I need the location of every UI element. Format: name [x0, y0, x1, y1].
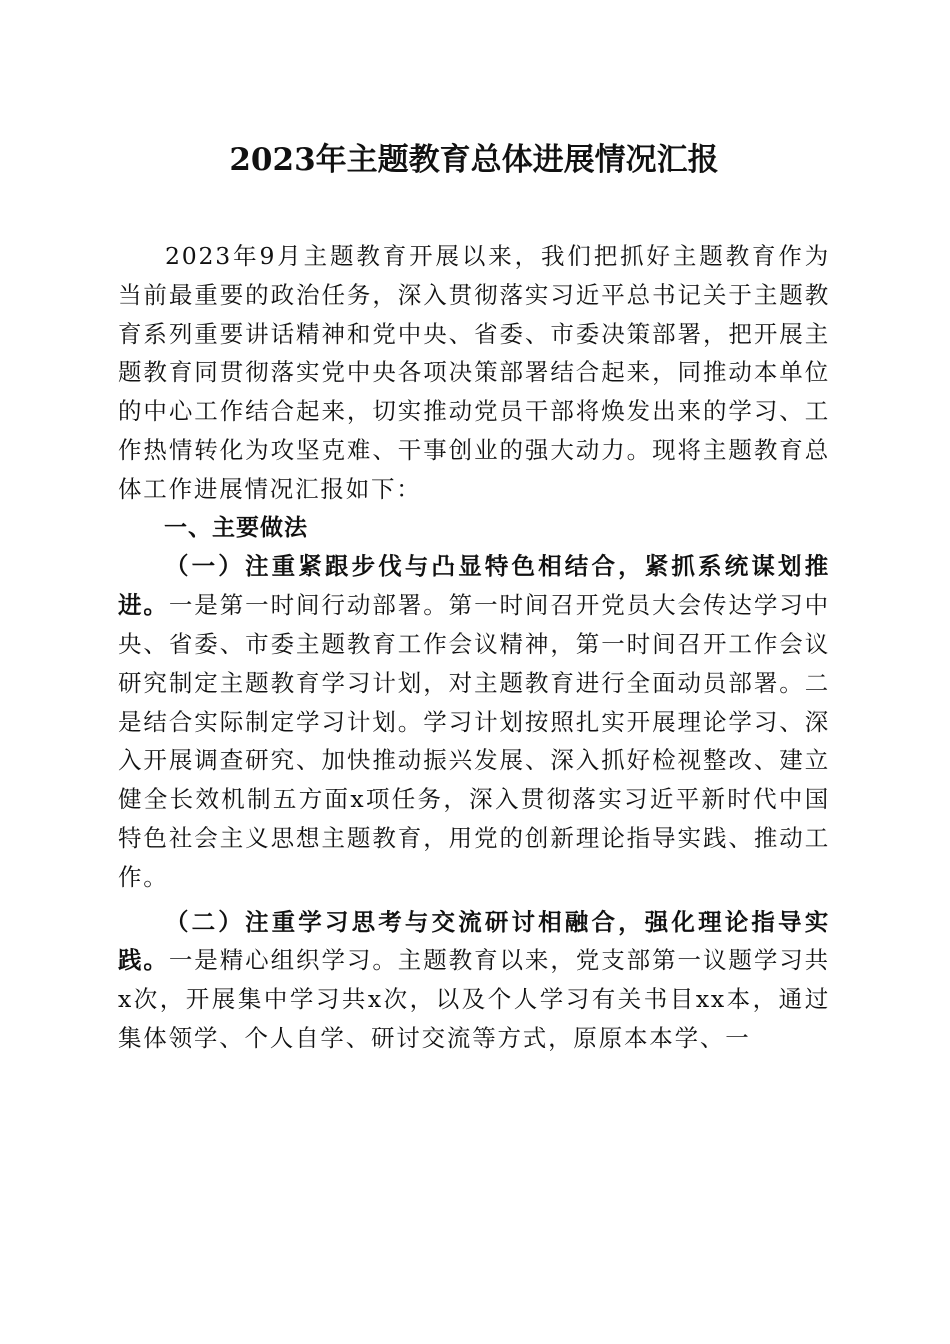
item-body-1: 一是第一时间行动部署。第一时间召开党员大会传达学习中央、省委、市委主题教育工作会议精神，第一时间召开工作会议研究制定主题教育学习计划，对主题教育进行全面动员部署。二是结合实际制定学习计划。学习计划按照扎实开展理论学习、深入开展调查研究、加快推动振兴发展、深入抓好检视整改、建立健全长效机制五方面x项任务，深入贯彻落实习近平新时代中国特色社会主义思想主题教育，用党的创新理论指导实践、推动工作。	[118, 591, 830, 891]
item-body-2: 一是精心组织学习。主题教育以来，党支部第一议题学习共x次，开展集中学习共x次，以及个人学习有关书目xx本，通过集体领学、个人自学、研讨交流等方式，原原本本学、一	[118, 946, 830, 1052]
item-title-1: （一）注重紧跟步伐与凸显特色相结合，紧抓系统谋划推进。	[118, 552, 830, 620]
intro-paragraph: 2023年9月主题教育开展以来，我们把抓好主题教育作为当前最重要的政治任务，深入贯彻落实习近平总书记关于主题教育系列重要讲话精神和党中央、省委、市委决策部署，把开展主题教育同贯彻落实党中央各项决策部署结合起来，同推动本单位的中心工作结合起来，切实推动党员干部将焕发出来的学习、工作热情转化为攻坚克难、干事创业的强大动力。现将主题教育总体工作进展情况汇报如下：	[118, 242, 830, 503]
item-paragraph-2	[118, 903, 830, 1058]
section-heading: 一、主要做法	[164, 514, 308, 541]
item-title-2: （二）注重学习思考与交流研讨相融合，强化理论指导实践。	[118, 907, 830, 975]
item-paragraph-1	[118, 547, 830, 896]
document-title: 2023年主题教育总体进展情况汇报	[229, 142, 719, 178]
document-page	[118, 138, 830, 1058]
